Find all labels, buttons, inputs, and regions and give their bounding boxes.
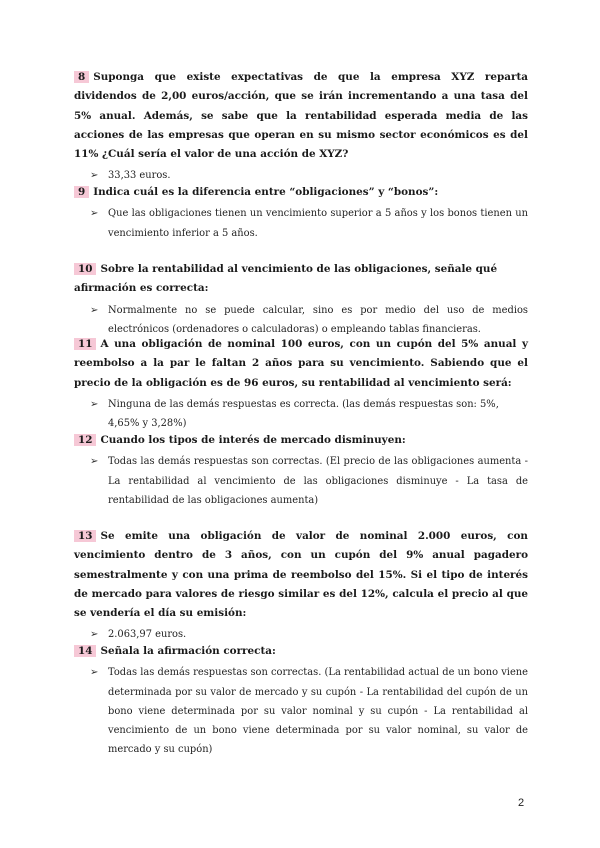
question-text <box>74 335 528 393</box>
question-number: 11 <box>74 338 96 350</box>
answer-item <box>74 395 528 434</box>
arrow-bullet-icon: ➢ <box>90 208 99 220</box>
question-9 <box>74 183 528 243</box>
question-10 <box>74 260 528 339</box>
question-number: 8 <box>74 71 89 83</box>
question-number: 9 <box>74 186 89 198</box>
question-statement: Suponga que existe expectativas de que la empresa XYZ reparta dividendos de 2,00 euros/acción, que se irán incrementando a una tasa del 5% anual. Además, se sabe que la rentabilidad esperada media de las acciones de las empresas que operan en su mismo sector económicos es del 11% ¿Cuál sería el valor de una acción de XYZ? <box>74 71 528 161</box>
question-text <box>74 183 528 202</box>
arrow-bullet-icon: ➢ <box>90 398 99 410</box>
question-text <box>74 260 528 299</box>
question-text <box>74 527 528 623</box>
arrow-bullet-icon: ➢ <box>90 456 99 468</box>
answer-item <box>74 663 528 759</box>
answer-text: Que las obligaciones tienen un vencimiento superior a 5 años y los bonos tienen un vencimiento inferior a 5 años. <box>108 208 528 239</box>
arrow-bullet-icon: ➢ <box>90 170 99 182</box>
question-statement: Señala la afirmación correcta: <box>100 645 276 657</box>
question-8 <box>74 68 528 186</box>
question-number: 14 <box>74 645 96 657</box>
answer-item <box>74 204 528 243</box>
question-14 <box>74 642 528 760</box>
answer-text: Todas las demás respuestas son correctas. (La rentabilidad actual de un bono viene determinada por su valor de mercado y su cupón - La rentabilidad del cupón de un bono viene determinada por su valor nominal y su cupón - La rentabilidad al vencimiento de un bono viene determinada por su valor nominal, su valor de mercado y su cupón) <box>108 667 528 756</box>
arrow-bullet-icon: ➢ <box>90 629 99 641</box>
question-13 <box>74 527 528 645</box>
page-number: 2 <box>518 797 525 809</box>
answer-text: Ninguna de las demás respuestas es correcta. (las demás respuestas son: 5%, 4,65% y 3,28%) <box>108 398 499 430</box>
answer-text: Normalmente no se puede calcular, sino es por medio del uso de medios electrónicos (ordenadores o calculadoras) o empleando tablas financieras. <box>108 304 528 335</box>
question-11 <box>74 335 528 433</box>
arrow-bullet-icon: ➢ <box>90 667 99 679</box>
answer-text: Todas las demás respuestas son correctas. (El precio de las obligaciones aumenta - La rentabilidad al vencimiento de las obligaciones disminuye - La tasa de rentabilidad de las obligaciones aumenta) <box>108 456 528 506</box>
answer-text: 2.063,97 euros. <box>108 629 187 641</box>
question-number: 13 <box>74 530 96 542</box>
question-number: 12 <box>74 434 96 446</box>
arrow-bullet-icon: ➢ <box>90 304 99 316</box>
question-statement: A una obligación de nominal 100 euros, con un cupón del 5% anual y reembolso a la par le faltan 2 años para su vencimiento. Sabiendo que el precio de la obligación es de 96 euros, su rentabilidad al vencimiento será: <box>74 338 528 389</box>
question-12 <box>74 431 528 510</box>
question-statement: Se emite una obligación de valor de nominal 2.000 euros, con vencimiento dentro de 3 años, con un cupón del 9% anual pagadero semestralmente y con una prima de reembolso del 15%. Si el tipo de interés de mercado para valores de riesgo similar es del 12%, calcula el precio al que se vendería el día su emisión: <box>74 530 528 620</box>
answer-text: 33,33 euros. <box>108 170 171 182</box>
question-text <box>74 642 528 661</box>
question-statement: Cuando los tipos de interés de mercado disminuyen: <box>100 434 406 446</box>
answer-item <box>74 452 528 510</box>
question-text <box>74 431 528 450</box>
answer-item <box>74 301 528 340</box>
question-statement: Sobre la rentabilidad al vencimiento de las obligaciones, señale qué afirmación es correcta: <box>74 263 498 295</box>
question-statement: Indica cuál es la diferencia entre “obligaciones” y “bonos”: <box>93 186 439 198</box>
question-text <box>74 68 528 164</box>
question-number: 10 <box>74 263 96 275</box>
